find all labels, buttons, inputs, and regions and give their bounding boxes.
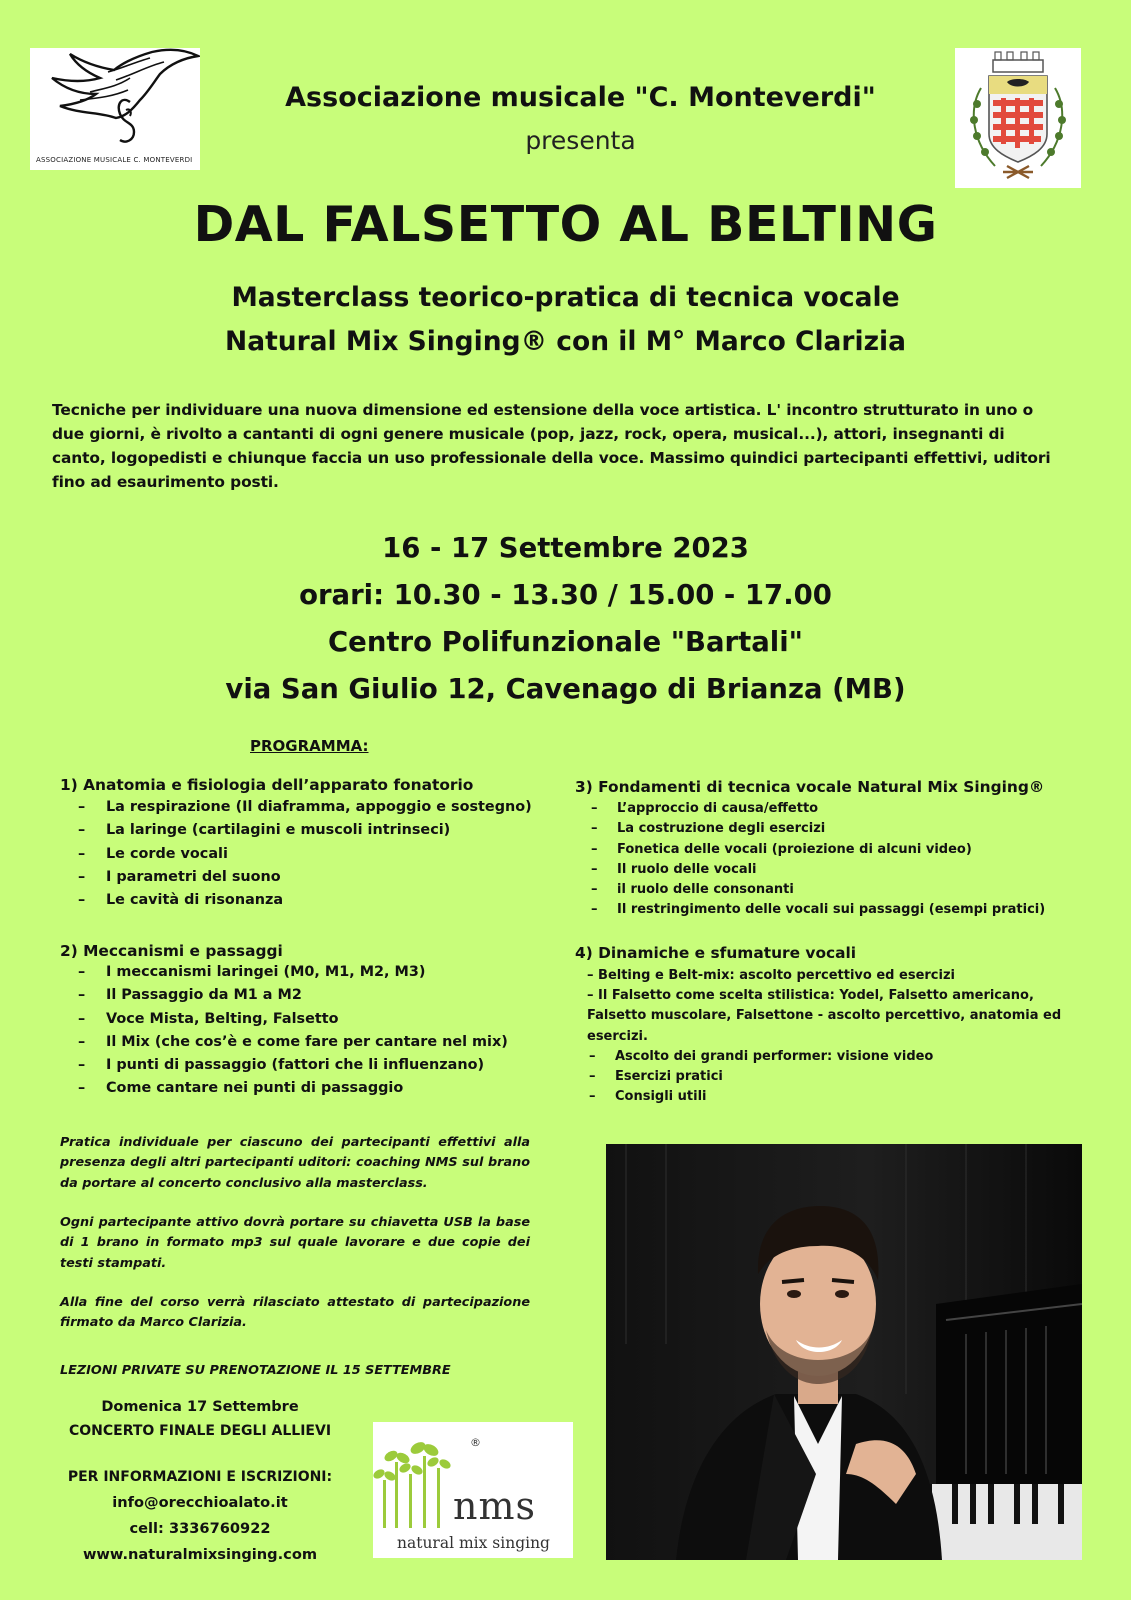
program-heading-text: PROGRAMMA: [250, 737, 363, 755]
portrait-photo-icon: [606, 1144, 1082, 1560]
association-logo: [30, 48, 200, 170]
list-item: – Il restringimento delle vocali sui passaggi (esempi pratici): [591, 900, 1095, 920]
list-item: – L’approccio di causa/effetto: [591, 799, 1095, 819]
section-4-title: 4) Dinamiche e sfumature vocali: [575, 944, 857, 962]
list-item: – La costruzione degli esercizi: [591, 819, 1095, 839]
subtitle-line-2: Natural Mix Singing® con il M° Marco Clarizia: [225, 326, 906, 357]
section-1-title: 1) Anatomia e fisiologia dell’apparato fonatorio: [60, 776, 474, 794]
list-item: – Voce Mista, Belting, Falsetto: [78, 1008, 560, 1031]
event-dates: 16 - 17 Settembre 2023: [382, 532, 749, 564]
list-item: – Le corde vocali: [78, 843, 560, 866]
nms-logo: [373, 1422, 573, 1558]
section-3-list: [591, 799, 1095, 921]
program-heading: [250, 737, 369, 755]
program-section-4: [575, 944, 1075, 1108]
contact-phone: cell: 3336760922: [129, 1520, 271, 1537]
list-item: – I meccanismi laringei (M0, M1, M2, M3): [78, 961, 560, 984]
section-4-line-2: – Il Falsetto come scelta stilistica: Yodel, Falsetto americano, Falsetto muscolare, Falsettone - ascolto percettivo, anatomia ed esercizi.: [575, 986, 1075, 1047]
list-item: – Fonetica delle vocali (proiezione di alcuni video): [591, 840, 1095, 860]
private-lessons-note: LEZIONI PRIVATE SU PRENOTAZIONE IL 15 SETTEMBRE: [60, 1363, 451, 1378]
subtitle-line-1: Masterclass teorico-pratica di tecnica vocale: [231, 282, 900, 313]
program-section-1: [60, 776, 560, 912]
event-times: orari: 10.30 - 13.30 / 15.00 - 17.00: [299, 579, 832, 611]
organization-name: Associazione musicale "C. Monteverdi": [285, 82, 876, 113]
list-item: – Come cantare nei punti di passaggio: [78, 1077, 560, 1100]
section-4-list: [589, 1047, 1075, 1108]
nms-logo-short: nms: [453, 1484, 537, 1528]
section-1-list: [78, 796, 560, 912]
program-section-3: [575, 778, 1095, 921]
list-item: – Consigli utili: [589, 1087, 1075, 1107]
list-item: – I punti di passaggio (fattori che li influenzano): [78, 1054, 560, 1077]
section-3-title: 3) Fondamenti di tecnica vocale Natural Mix Singing®: [575, 778, 1045, 796]
list-item: – La laringe (cartilagini e muscoli intrinseci): [78, 819, 560, 842]
event-address: via San Giulio 12, Cavenago di Brianza (MB): [225, 673, 906, 705]
main-title: DAL FALSETTO AL BELTING: [193, 196, 938, 253]
program-section-2: [60, 942, 560, 1101]
list-item: – Il Passaggio da M1 a M2: [78, 984, 560, 1007]
section-2-title: 2) Meccanismi e passaggi: [60, 942, 283, 960]
intro-paragraph: Tecniche per individuare una nuova dimensione ed estensione della voce artistica. L' incontro strutturato in uno o due giorni, è rivolto a cantanti di ogni genere musicale (pop, jazz, rock, opera, musical...), attori, insegnanti di canto, logopedisti e chiunque faccia un uso professionale della voce. Massimo quindici partecipanti effettivi, uditori fino ad esaurimento posti.: [52, 401, 1051, 491]
section-2-list: [78, 961, 560, 1101]
portrait-photo: [606, 1144, 1082, 1560]
presents-label: presenta: [525, 126, 636, 155]
association-logo-caption: ASSOCIAZIONE MUSICALE C. MONTEVERDI: [36, 156, 193, 164]
contact-email-link[interactable]: info@orecchioalato.it: [112, 1494, 288, 1511]
list-item: – I parametri del suono: [78, 866, 560, 889]
list-item: – Le cavità di risonanza: [78, 889, 560, 912]
list-item: – La respirazione (Il diaframma, appoggio e sostegno): [78, 796, 560, 819]
registered-mark: ®: [470, 1436, 481, 1449]
list-item: – Il Mix (che cos’è e come fare per cantare nel mix): [78, 1031, 560, 1054]
section-4-body: [575, 966, 1075, 1047]
winged-ear-icon: [30, 48, 200, 148]
program-heading-colon: :: [362, 737, 369, 755]
nms-logo-full: natural mix singing: [397, 1534, 550, 1552]
list-item: – Ascolto dei grandi performer: visione video: [589, 1047, 1075, 1067]
section-4-line-1: – Belting e Belt-mix: ascolto percettivo ed esercizi: [575, 966, 1075, 986]
municipal-coat-of-arms-icon: [955, 48, 1081, 188]
concert-title: CONCERTO FINALE DEGLI ALLIEVI: [68, 1423, 332, 1439]
list-item: – Il ruolo delle vocali: [591, 860, 1095, 880]
usb-note: Ogni partecipante attivo dovrà portare su chiavetta USB la base di 1 brano in formato mp3 sul quale lavorare e due copie dei testi stampati.: [60, 1215, 530, 1271]
list-item: – Esercizi pratici: [589, 1067, 1075, 1087]
list-item: – il ruolo delle consonanti: [591, 880, 1095, 900]
event-venue: Centro Polifunzionale "Bartali": [327, 626, 803, 658]
practice-note: Pratica individuale per ciascuno dei partecipanti effettivi alla presenza degli altri partecipanti uditori: coaching NMS sul brano da portare al concerto conclusivo alla masterclass.: [60, 1135, 530, 1191]
municipal-coat-of-arms: [955, 48, 1081, 188]
certificate-note: Alla fine del corso verrà rilasciato attestato di partecipazione firmato da Marco Clarizia.: [60, 1295, 530, 1331]
website-link[interactable]: www.naturalmixsinging.com: [82, 1546, 318, 1563]
info-heading: PER INFORMAZIONI E ISCRIZIONI:: [67, 1469, 333, 1485]
concert-date: Domenica 17 Settembre: [101, 1399, 299, 1415]
